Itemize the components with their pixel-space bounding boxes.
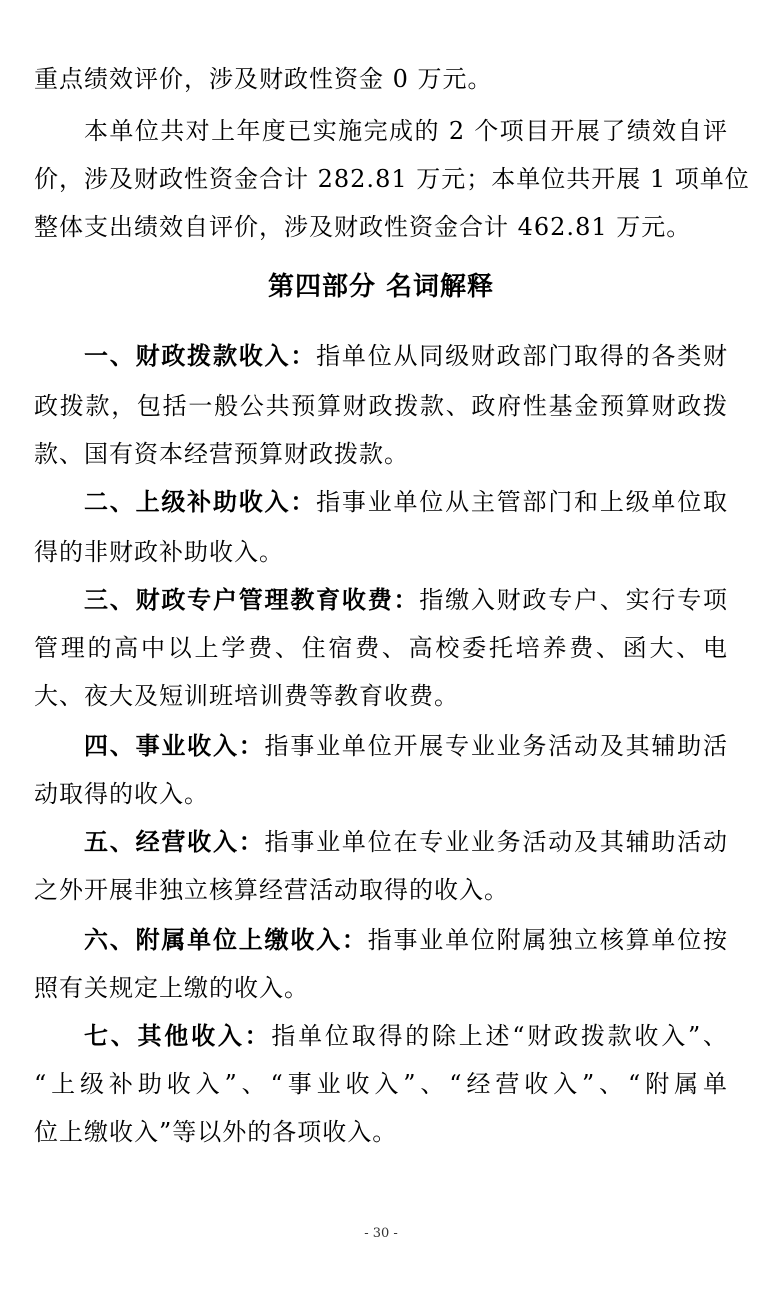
term-6-line-2: 照有关规定上缴的收入。 (34, 974, 309, 1002)
term-3-line-3: 大、夜大及短训班培训费等教育收费。 (34, 682, 459, 710)
term-3-definition-start: 指缴入财政专户、实行专项 (419, 586, 729, 614)
term-1-definition-start: 指单位从同级财政部门取得的各类财 (316, 342, 728, 370)
term-7-line-2: “上级补助收入”、“事业收入”、“经营收入”、“附属单 (34, 1070, 728, 1098)
intro-line-3: 价，涉及财政性资金合计 282.81 万元；本单位共开展 1 项单位 (34, 165, 750, 193)
term-3-first-line (84, 585, 728, 615)
term-5-label: 五、经营收入： (84, 828, 265, 856)
term-3-line-2: 管理的高中以上学费、住宿费、高校委托培养费、函大、电 (34, 634, 728, 662)
term-6-label: 六、附属单位上缴收入： (84, 926, 368, 954)
term-5-line-2: 之外开展非独立核算经营活动取得的收入。 (34, 876, 509, 904)
intro-line-4: 整体支出绩效自评价，涉及财政性资金合计 462.81 万元。 (34, 213, 692, 241)
term-3-label: 三、财政专户管理教育收费： (84, 586, 420, 614)
term-1-label: 一、财政拨款收入： (84, 342, 317, 370)
term-4-line-2: 动取得的收入。 (34, 780, 209, 808)
term-5-first-line (84, 827, 728, 857)
term-6-first-line (84, 925, 728, 955)
page-number: - 30 - (364, 1226, 398, 1241)
term-4-label: 四、事业收入： (84, 732, 265, 760)
term-7-label: 七、其他收入： (84, 1022, 272, 1050)
term-1-first-line (84, 341, 728, 371)
term-1-line-3: 款、国有资本经营预算财政拨款。 (34, 440, 409, 468)
term-2-label: 二、上级补助收入： (84, 488, 317, 516)
term-4-definition-start: 指事业单位开展专业业务活动及其辅助活 (264, 732, 729, 760)
term-2-first-line (84, 487, 728, 517)
term-7-line-3: 位上缴收入”等以外的各项收入。 (34, 1118, 398, 1146)
term-1-line-2: 政拨款，包括一般公共预算财政拨款、政府性基金预算财政拨 (34, 392, 728, 420)
term-6-definition-start: 指事业单位附属独立核算单位按 (367, 926, 729, 954)
term-2-line-2: 得的非财政补助收入。 (34, 538, 284, 566)
term-5-definition-start: 指事业单位在专业业务活动及其辅助活动 (264, 828, 729, 856)
section-title: 第四部分 名词解释 (267, 272, 495, 302)
term-7-first-line (84, 1021, 728, 1051)
term-7-definition-start: 指单位取得的除上述“财政拨款收入”、 (271, 1022, 728, 1050)
intro-line-1: 重点绩效评价，涉及财政性资金 0 万元。 (34, 65, 493, 93)
term-2-definition-start: 指事业单位从主管部门和上级单位取 (316, 488, 728, 516)
intro-line-2: 本单位共对上年度已实施完成的 2 个项目开展了绩效自评 (84, 117, 728, 145)
term-4-first-line (84, 731, 728, 761)
